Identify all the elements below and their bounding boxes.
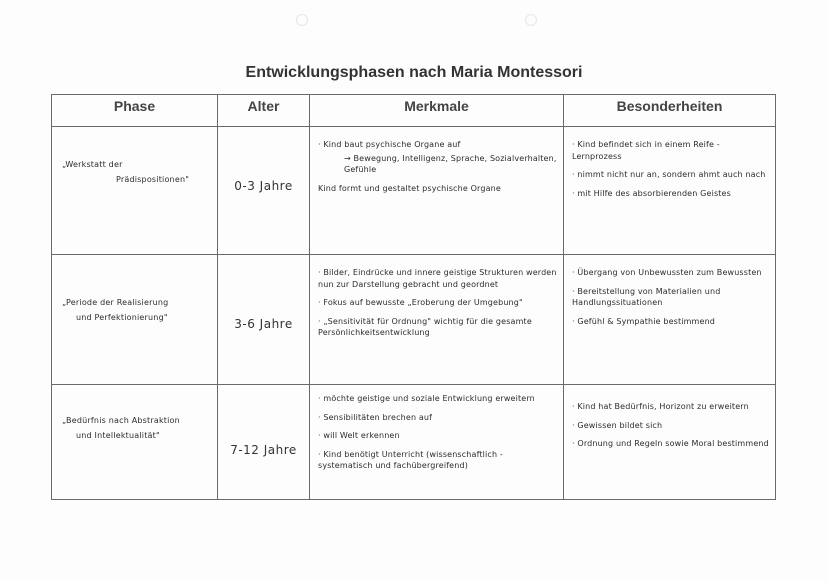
- age-cell: [218, 255, 310, 385]
- besonderheiten-cell: [564, 127, 776, 255]
- list-item: · Ordnung und Regeln sowie Moral bestimmend: [572, 439, 769, 449]
- list-item: → Bewegung, Intelligenz, Sprache, Sozialverhalten, Gefühle: [344, 153, 557, 175]
- table-row: [52, 255, 776, 385]
- list-item: · will Welt erkennen: [318, 431, 400, 441]
- list-item: · Kind hat Bedürfnis, Horizont zu erweitern: [572, 402, 749, 411]
- table-header-row: [52, 95, 776, 127]
- age-cell: [218, 127, 310, 255]
- merkmale-list: [310, 385, 563, 472]
- phase-line: „Bedürfnis nach Abstraktion: [62, 416, 180, 425]
- list-item: · „Sensitivität für Ordnung" wichtig für die gesamte Persönlichkeitsentwicklung: [318, 316, 532, 338]
- list-item: · Kind benötigt Unterricht (wissenschaftlich - systematisch und fachübergreifend): [318, 449, 503, 471]
- table-row: [52, 385, 776, 500]
- phase-line: Prädispositionen": [116, 175, 190, 185]
- age-cell: [218, 385, 310, 500]
- phase-cell: [52, 127, 218, 255]
- punch-hole-mark: [525, 14, 537, 26]
- phase-name: [62, 295, 211, 325]
- besonderheiten-cell: [564, 255, 776, 385]
- page-title: Entwicklungsphasen nach Maria Montessori: [245, 64, 583, 81]
- phases-table: [51, 94, 776, 500]
- list-item: · Kind baut psychische Organe auf: [318, 140, 461, 149]
- list-item: · Gefühl & Sympathie bestimmend: [572, 316, 716, 326]
- phase-line: „Werkstatt der: [62, 160, 123, 169]
- table-row: [52, 127, 776, 255]
- age-value: 3-6 Jahre: [234, 317, 293, 331]
- age-value: 0-3 Jahre: [234, 179, 293, 193]
- header-besonderheiten: Besonderheiten: [564, 95, 776, 127]
- phase-cell: [52, 385, 218, 500]
- list-item: · nimmt nicht nur an, sondern ahmt auch nach: [572, 170, 766, 180]
- header-alter: Alter: [218, 95, 310, 127]
- besonderheiten-list: [564, 385, 775, 450]
- punch-hole-mark: [296, 14, 308, 26]
- merkmale-list: [310, 255, 563, 339]
- phase-name: [62, 157, 211, 187]
- besonderheiten-cell: [564, 385, 776, 500]
- list-item: · Übergang von Unbewussten zum Bewussten: [572, 268, 762, 277]
- phase-line: und Intellektualität": [76, 431, 160, 441]
- merkmale-cell: [310, 255, 564, 385]
- list-item: · Kind befindet sich in einem Reife - Lernprozess: [572, 140, 720, 161]
- phase-line: „Periode der Realisierung: [62, 298, 169, 307]
- besonderheiten-list: [564, 255, 775, 327]
- list-item: · mit Hilfe des absorbierenden Geistes: [572, 188, 731, 198]
- list-item: · möchte geistige und soziale Entwicklung erweitern: [318, 394, 535, 403]
- list-item: · Sensibilitäten brechen auf: [318, 412, 433, 422]
- list-item: · Bereitstellung von Materialien und Handlungssituationen: [572, 286, 721, 308]
- merkmale-cell: [310, 127, 564, 255]
- phase-cell: [52, 255, 218, 385]
- besonderheiten-list: [564, 127, 775, 199]
- phase-line: und Perfektionierung": [76, 313, 168, 323]
- header-phase: Phase: [52, 95, 218, 127]
- header-merkmale: Merkmale: [310, 95, 564, 127]
- merkmale-list: [310, 127, 563, 194]
- phase-name: [62, 413, 211, 443]
- list-item: Kind formt und gestaltet psychische Organe: [318, 183, 501, 193]
- list-item: · Bilder, Eindrücke und innere geistige Strukturen werden nun zur Darstellung gebracht und geordnet: [318, 268, 557, 289]
- list-item: · Gewissen bildet sich: [572, 420, 663, 430]
- merkmale-cell: [310, 385, 564, 500]
- age-value: 7-12 Jahre: [230, 443, 297, 457]
- list-item: · Fokus auf bewusste „Eroberung der Umgebung": [318, 298, 523, 308]
